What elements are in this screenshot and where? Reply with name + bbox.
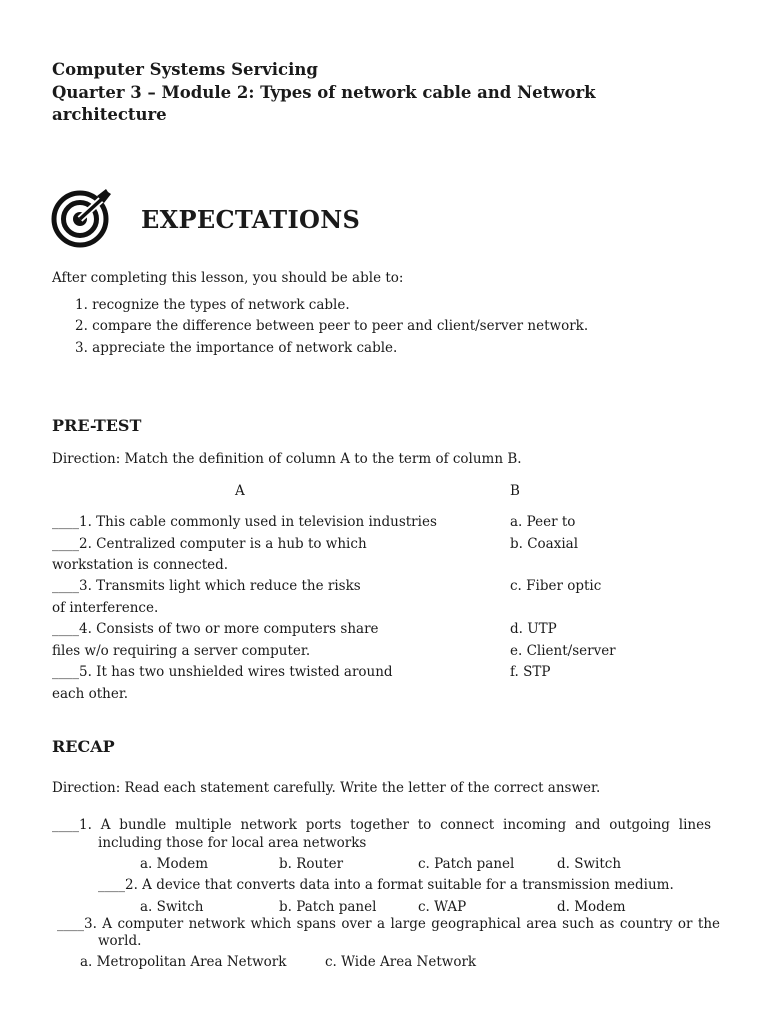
target-icon <box>50 188 114 248</box>
pretest-item-a: ____5. It has two unshielded wires twisted around <box>52 664 393 680</box>
column-a-header: A <box>235 483 245 499</box>
pretest-item-a: workstation is connected. <box>52 557 229 573</box>
recap-option: b. Router <box>279 856 344 872</box>
recap-option: c. WAP <box>418 899 467 915</box>
pretest-item-a: ____3. Transmits light which reduce the risks <box>52 578 361 594</box>
recap-option: c. Wide Area Network <box>325 954 477 970</box>
recap-option: d. Switch <box>557 856 622 872</box>
column-b-header: B <box>510 483 520 499</box>
pretest-item-b: e. Client/server <box>510 643 616 659</box>
expectations-title: EXPECTATIONS <box>141 205 361 234</box>
expectations-intro: After completing this lesson, you should be able to: <box>52 270 404 286</box>
recap-question-1: ____1. A bundle multiple network ports together to connect incoming and outgoing lines <box>52 817 711 833</box>
pretest-item-a: ____2. Centralized computer is a hub to which <box>52 536 367 552</box>
recap-title: RECAP <box>52 737 115 756</box>
expectation-item: 3. appreciate the importance of network cable. <box>75 340 398 356</box>
pretest-item-a: of interference. <box>52 600 159 616</box>
recap-direction: Direction: Read each statement carefully. Write the letter of the correct answer. <box>52 780 601 796</box>
recap-question-3: ____3. A computer network which spans over a large geographical area such as country or the <box>57 916 720 932</box>
pretest-item-b: d. UTP <box>510 621 557 637</box>
pretest-item-b: c. Fiber optic <box>510 578 602 594</box>
pretest-item-b: b. Coaxial <box>510 536 579 552</box>
module-title-line1: Quarter 3 – Module 2: Types of network cable and Network <box>52 83 596 102</box>
document-subject: Computer Systems Servicing <box>52 60 318 79</box>
module-title-line2: architecture <box>52 105 167 124</box>
pretest-direction: Direction: Match the definition of column A to the term of column B. <box>52 451 522 467</box>
recap-option: a. Modem <box>140 856 209 872</box>
pretest-item-b: a. Peer to <box>510 514 576 530</box>
pretest-item-a: ____4. Consists of two or more computers share <box>52 621 379 637</box>
expectation-item: 2. compare the difference between peer to peer and client/server network. <box>75 318 589 334</box>
recap-question-2: ____2. A device that converts data into a format suitable for a transmission medium. <box>98 877 674 893</box>
pretest-title: PRE-TEST <box>52 416 142 435</box>
recap-option: b. Patch panel <box>279 899 377 915</box>
recap-option: d. Modem <box>557 899 626 915</box>
expectation-item: 1. recognize the types of network cable. <box>75 297 350 313</box>
recap-option: a. Switch <box>140 899 204 915</box>
pretest-item-b: f. STP <box>510 664 551 680</box>
recap-option: c. Patch panel <box>418 856 515 872</box>
pretest-item-a: files w/o requiring a server computer. <box>52 643 311 659</box>
recap-option: a. Metropolitan Area Network <box>80 954 287 970</box>
recap-question-3-cont: world. <box>98 933 142 949</box>
pretest-item-a: ____1. This cable commonly used in television industries <box>52 514 437 530</box>
recap-question-1-cont: including those for local area networks <box>98 835 367 851</box>
pretest-item-a: each other. <box>52 686 129 702</box>
